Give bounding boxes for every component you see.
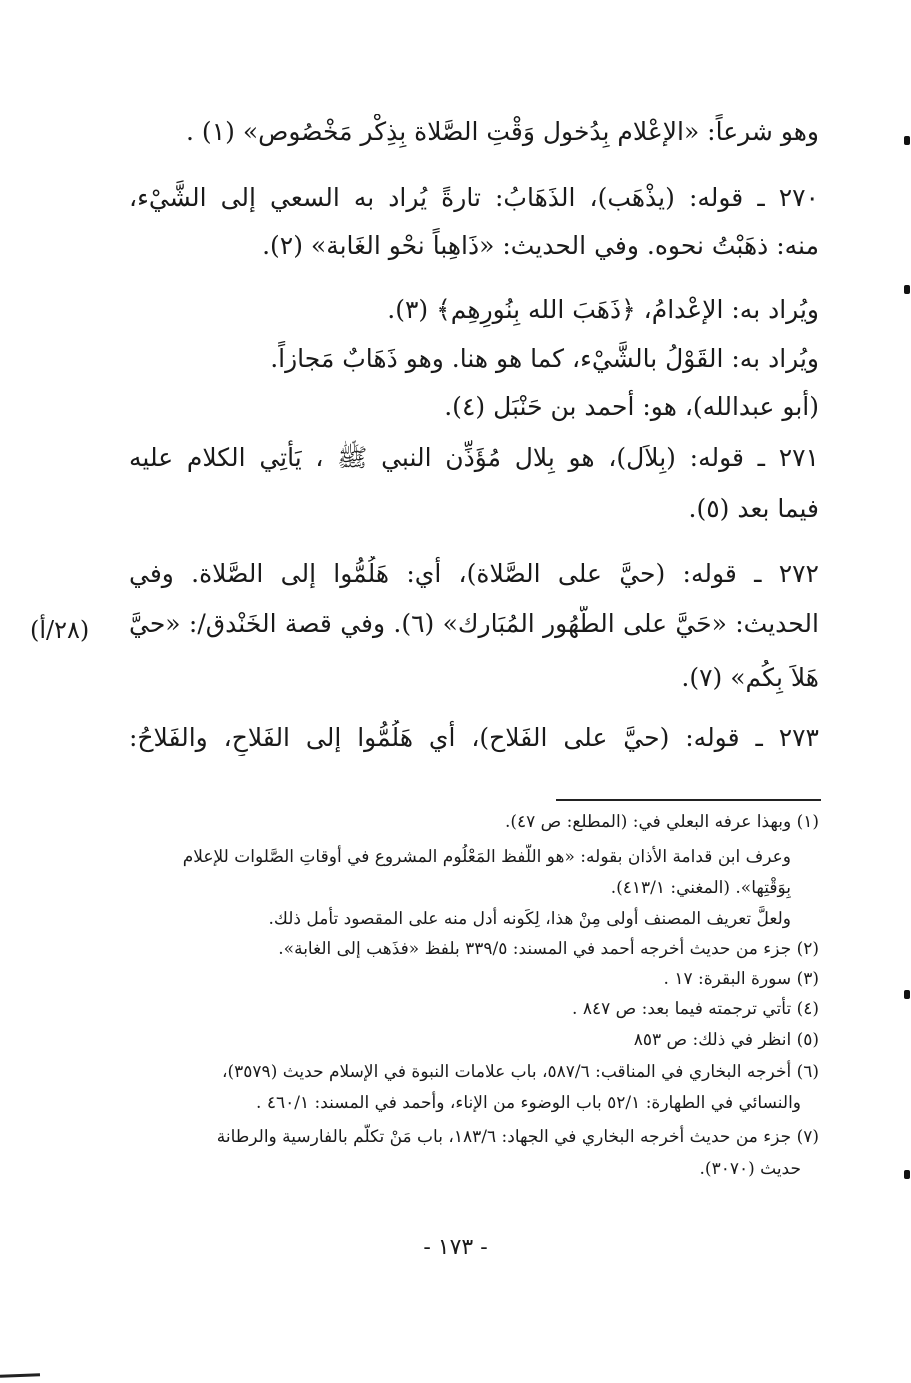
scan-edge-mark	[0, 1373, 40, 1377]
body-line-2: ٢٧٠ ـ قوله: (يذْهَب)، الذَهَابُ: تارةً يُراد به السعي إلى الشَّيْء،	[129, 183, 819, 212]
footnote-1-line-4: ولعلَّ تعريف المصنف أولى مِنْ هذا، لِكَونه أدل منه على المقصود تأمل ذلك.	[268, 909, 791, 929]
body-line-10: الحديث: «حَيَّ على الطَّهُور المُبَارك» (٦). وفي قصة الخَنْدق/: «حيَّ	[129, 609, 819, 638]
body-line-12: ٢٧٣ ـ قوله: (حيَّ على الفَلاح)، أي هَلُمُّوا إلى الفَلاحِ، والفَلاحُ:	[129, 723, 819, 752]
footnote-1-line-3: بِوَقْتِها». (المغني: ٤١٣/١).	[610, 878, 791, 898]
body-line-9: ٢٧٢ ـ قوله: (حيَّ على الصَّلاة)، أي: هَلُمُّوا إلى الصَّلاة. وفي	[129, 559, 819, 588]
footnote-6: (٦) أخرجه البخاري في المناقب: ٥٨٧/٦، باب علامات النبوة في الإسلام حديث (٣٥٧٩)،	[222, 1062, 819, 1082]
body-line-11: هَلاَ بِكُم» (٧).	[681, 663, 819, 692]
body-line-7: ٢٧١ ـ قوله: (بِلاَل)، هو بِلال مُؤَذِّن النبي ﷺ ، يَأْتِي الكلام عليه	[129, 443, 819, 472]
footnote-3: (٣) سورة البقرة: ١٧ .	[663, 969, 819, 989]
footnote-5: (٥) انظر في ذلك: ص ٨٥٣	[633, 1030, 819, 1050]
footnote-7-line-2: حديث (٣٠٧٠).	[699, 1159, 801, 1179]
body-line-3: منه: ذهَبْتُ نحوه. وفي الحديث: «ذَاهِباً نحْو الغَابة» (٢).	[262, 231, 819, 260]
body-line-1: وهو شرعاً: «الإعْلام بِدُخول وَقْتِ الصَّلاة بِذِكْر مَخْصُوص» (١) .	[186, 117, 819, 146]
footnote-separator	[556, 799, 821, 801]
page-number: - ١٧٣ -	[423, 1235, 488, 1260]
body-line-4: ويُراد به: الإعْدامُ، ﴿ذَهَبَ الله بِنُورِهِم﴾ (٣).	[387, 295, 819, 324]
footnote-1-line-2: وعرف ابن قدامة الأذان بقوله: «هو اللَّفظ المَعْلُوم المشروع في أوقاتِ الصَّلوات للإعلام	[182, 847, 791, 867]
scan-speck	[904, 1170, 910, 1179]
body-line-6: (أبو عبدالله)، هو: أحمد بن حَنْبَل (٤).	[444, 392, 819, 421]
footnote-2: (٢) جزء من حديث أخرجه أحمد في المسند: ٣٣٩/٥ بلفظ «فذَهب إلى الغابة».	[278, 939, 819, 959]
manuscript-folio-note: (٢٨/أ)	[30, 616, 90, 644]
scan-speck	[904, 285, 910, 294]
scan-speck	[904, 990, 910, 999]
body-line-5: ويُراد به: القَوْلُ بالشَّيْء، كما هو هنا. وهو ذَهَابٌ مَجازاً.	[270, 344, 819, 373]
footnote-6-line-2: والنسائي في الطهارة: ٥٢/١ باب الوضوء من الإناء، وأحمد في المسند: ٤٦٠/١ .	[256, 1093, 801, 1113]
body-line-8: فيما بعد (٥).	[688, 494, 819, 523]
scan-speck	[904, 136, 910, 145]
footnote-1: (١) وبهذا عرفه البعلي في: (المطلع: ص ٤٧).	[504, 812, 819, 832]
footnote-4: (٤) تأتي ترجمته فيما بعد: ص ٨٤٧ .	[572, 999, 819, 1019]
footnote-7: (٧) جزء من حديث أخرجه البخاري في الجهاد: ١٨٣/٦، باب مَنْ تكلّم بالفارسية والرطانة	[216, 1127, 819, 1147]
